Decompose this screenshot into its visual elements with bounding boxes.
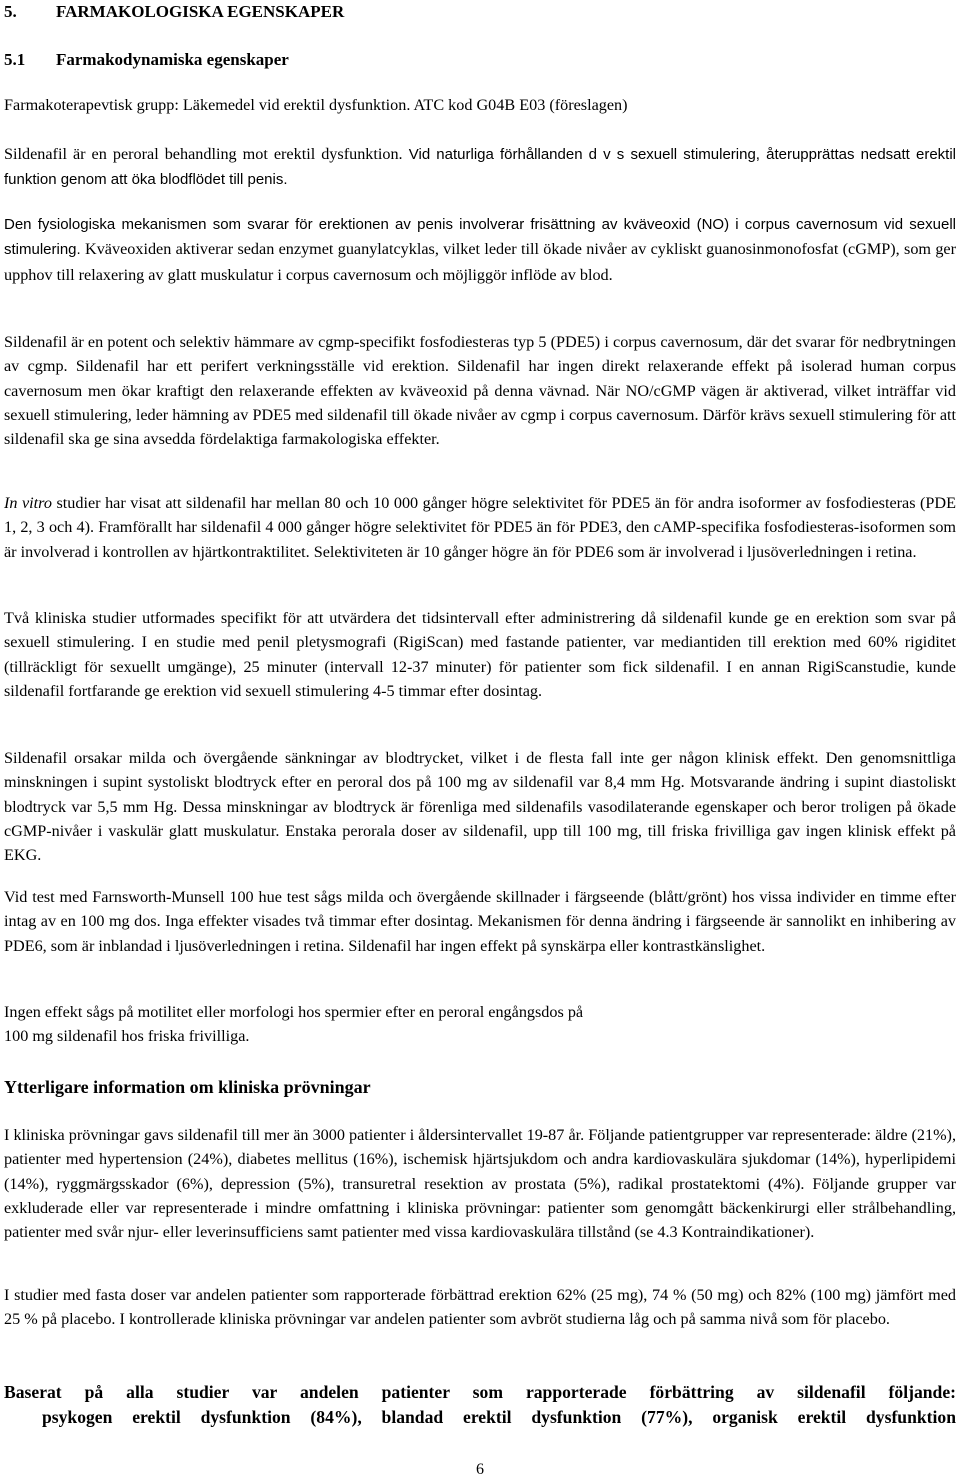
paragraph-10: I studier med fasta doser var andelen patienter som rapporterade förbättrad erektion 62% (25 mg), 74 % (50 mg) och 82% (100 mg) jämfört med 25 % på placebo. I kontrollerade kliniska prövningar var andelen patienter som avbröt studierna låg och på samma nivå som för placebo. [4,1286,956,1329]
paragraph-2 [4,212,956,287]
paragraph-1 [4,142,956,193]
p2-sentence-2: Kväveoxiden aktiverar sedan enzymet guanylatcyklas, vilket leder till ökade nivåer av cykliskt guanosinmonofosfat (cGMP), som ger upphov till relaxering av glatt muskulatur i corpus cavernosum och möjliggör inflöde av blod. [4,240,956,284]
paragraph-6: Sildenafil orsakar milda och övergående sänkningar av blodtrycket, vilket i de flesta fall inte ger någon klinisk effekt. Den genomsnittliga minskningen i supint systoliskt blodtryck efter en peroral dos på 100 mg av sildenafil var 8,4 mm Hg. Motsvarande ändring i supint diastoliskt blodtryck var 5,5 mm Hg. Dessa minskningar av blodtryck är förenliga med sildenafils vasodilaterande egenskaper och beror troligen på ökade cGMP-nivåer i vaskulär glatt muskulatur. Enstaka perorala doser av sildenafil, upp till 100 mg, till friska frivilliga gav ingen klinisk effekt på EKG. [4,749,956,865]
page-number: 6 [476,1461,484,1478]
section-title: FARMAKOLOGISKA EGENSKAPER [56,2,345,21]
p2-sentence-1: Den fysiologiska mekanismen som svarar för erektionen av penis involverar frisättning av kväveoxid (NO) i corpus cavernosum vid sexuell stimulering. [4,216,956,259]
paragraph-3: Sildenafil är en potent och selektiv hämmare av cgmp-specifikt fosfodiesteras typ 5 (PDE5) i corpus cavernosum, där det svarar för nedbrytningen av cgmp. Sildenafil har ett perifert verkningsställe vid erektion. Sildenafil har ingen direkt relaxerande effekt på isolerad human corpus cavernosum men ökar kraftigt den relaxerande effekten av kväveoxid på denna vävnad. När NO/cGMP vägen är aktiverad, vilket inträffar vid sexuell stimulering, leder hämning av PDE5 med sildenafil till ökade nivåer av cgmp i corpus cavernosum. Därför krävs sexuell stimulering för att sildenafil ska ge sina avsedda fördelaktiga farmakologiska effekter. [4,333,956,449]
heading-clinical-trials: Ytterligare information om kliniska prövningar [4,1077,371,1097]
p1-sentence-2: Vid naturliga förhållanden d v s sexuell stimulering, återupprättas nedsatt erektil funktion genom att öka blodflödet till penis. [4,146,956,189]
paragraph-5: Två kliniska studier utformades specifikt för att utvärdera det tidsintervall efter administrering då sildenafil kunde ge en erektion som svar på sexuell stimulering. I en studie med penil pletysmografi (RigiScan) med fastande patienter, var mediantiden till erektion med 60% rigiditet (tillräckligt för sexuellt umgänge), 25 minuter (intervall 12-37 minuter) för patienter som fick sildenafil. I en annan RigiScanstudie, kunde sildenafil fortfarande ge erektion vid sexuell stimulering 4-5 timmar efter dosintag. [4,609,956,700]
paragraph-9: I kliniska prövningar gavs sildenafil till mer än 3000 patienter i åldersintervallet 19-87 år. Följande patientgrupper var representerade: äldre (21%), patienter med hypertension (24%), diabetes mellitus (16%), ischemisk hjärtsjukdom och andra kardiovaskulära sjukdomar (14%), hyperlipidemi (14%), ryggmärgsskador (6%), depression (5%), transuretral resektion av prostata (5%), radikal prostatektomi (4%). Följande grupper var exkluderade eller var representerade i mindre omfattning i kliniska prövningar: patienter som genomgått bäckenkirurgi eller strålbehandling, patienter med svår njur- eller leverinsufficiens samt patienter med vissa kardiovaskulära tillstånd (se 4.3 Kontraindikationer). [4,1126,956,1242]
paragraph-4 [4,491,956,564]
p4-text: studier har visat att sildenafil har mellan 80 och 10 000 gånger högre selektivitet för PDE5 än för andra isoformer av fosfodiesteras (PDE 1, 2, 3 och 4). Framförallt har sildenafil 4 000 gånger högre selektivitet för PDE5 än för PDE3, den cAMP-specifika fosfodiesteras-isoformen som är involverad i kontrollen av hjärtkontraktilitet. Selektiviteten är 10 gånger högre än för PDE6 som är involverad i ljusöverledningen i retina. [4,494,956,561]
section-heading-5 [4,0,344,24]
paragraph-7: Vid test med Farnsworth-Munsell 100 hue test sågs milda och övergående skillnader i färgseende (blått/grönt) hos vissa individer en timme efter intag av en 100 mg dos. Inga effekter visades två timmar efter dosintag. Mekanismen för denna ändring i färgseende är sannolikt en inhibering av PDE6, som är inblandad i ljusöverledningen i retina. Sildenafil har ingen effekt på synskärpa eller kontrastkänslighet. [4,888,956,955]
section-heading-5-1 [4,48,289,72]
p11-line-2: psykogen erektil dysfunktion (84%), blandad erektil dysfunktion (77%), organisk erektil dysfunktion [42,1407,956,1427]
section-number: 5. [4,2,17,21]
paragraph-8 [4,1000,956,1049]
p11-line-1: Baserat på alla studier var andelen patienter som rapporterade förbättring av sildenafil följande: [4,1382,956,1402]
pharmacotherapeutic-group: Farmakoterapevtisk grupp: Läkemedel vid erektil dysfunktion. ATC kod G04B E03 (föreslagen) [4,96,628,114]
p8-line-2: 100 mg sildenafil hos friska frivilliga. [4,1027,250,1046]
section-title: Farmakodynamiska egenskaper [56,50,289,69]
p8-line-1: Ingen effekt sågs på motilitet eller morfologi hos spermier efter en peroral engångsdos på [4,1003,584,1021]
section-number: 5.1 [4,50,26,69]
p1-sentence-1: Sildenafil är en peroral behandling mot erektil dysfunktion. [4,145,403,163]
p4-italic: In vitro [4,494,52,512]
paragraph-11 [4,1380,956,1430]
